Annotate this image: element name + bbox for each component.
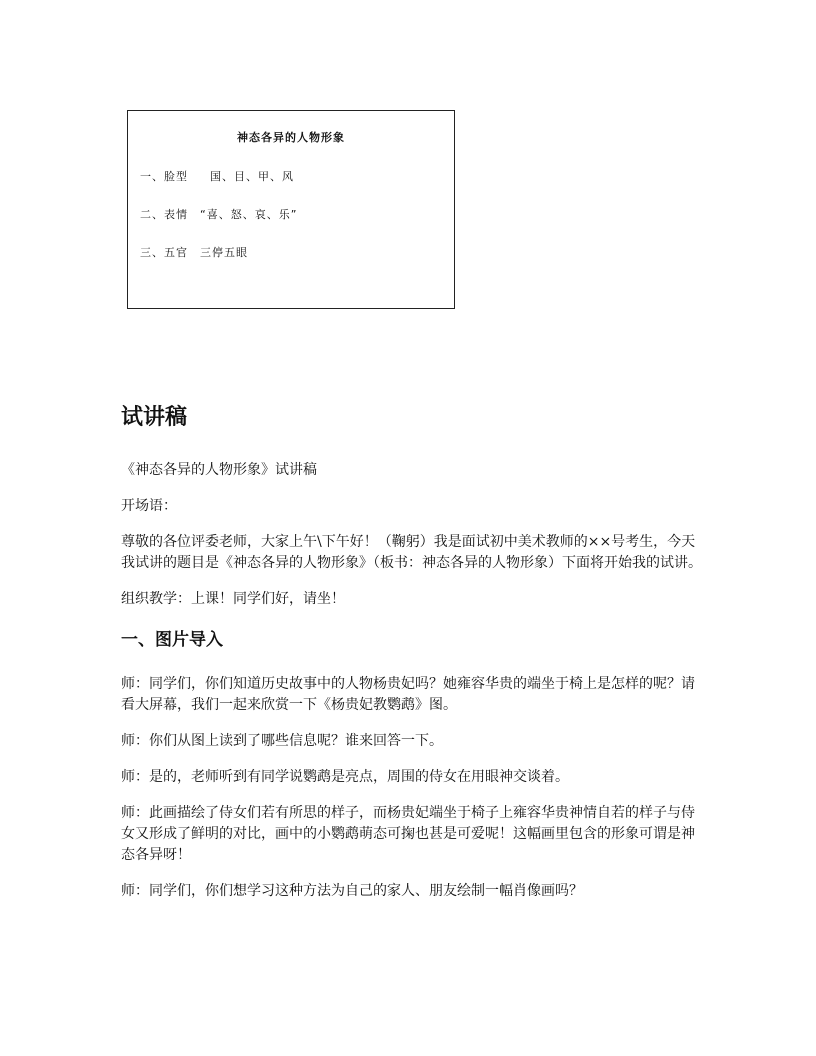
board-line-face-shape xyxy=(140,168,294,184)
board-line-value: “喜、怒、哀、乐” xyxy=(200,208,298,221)
paragraph: 师：同学们，你们知道历史故事中的人物杨贵妃吗？她雍容华贵的端坐于椅上是怎样的呢？请看大屏幕，我们一起来欣赏一下《杨贵妃教鹦鹉》图。 xyxy=(121,676,695,713)
board-line-value: 三停五眼 xyxy=(200,246,248,259)
board-title: 神态各异的人物形象 xyxy=(237,131,345,144)
board-line-label: 三、五官 xyxy=(140,246,188,259)
opening-text: 尊敬的各位评委老师，大家上午\下午好！（鞠躬）我是面试初中美术教师的××号考生，今天我试讲的题目是《神态各异的人物形象》（板书：神态各异的人物形象）下面将开始我的试讲。 xyxy=(121,534,702,571)
document-title: 试讲稿 xyxy=(121,405,188,430)
document-subtitle: 《神态各异的人物形象》试讲稿 xyxy=(121,462,317,478)
board-line-value: 国、目、甲、风 xyxy=(210,170,294,183)
opening-label: 开场语： xyxy=(121,498,177,514)
section-heading-picture-intro: 一、图片导入 xyxy=(121,630,223,650)
document-body xyxy=(121,402,706,917)
paragraph: 师：你们从图上读到了哪些信息呢？谁来回答一下。 xyxy=(121,733,443,749)
paragraph: 师：同学们，你们想学习这种方法为自己的家人、朋友绘制一幅肖像画吗？ xyxy=(121,883,583,899)
blackboard-design-box xyxy=(127,110,455,309)
paragraph: 师：此画描绘了侍女们若有所思的样子，而杨贵妃端坐于椅子上雍容华贵神情自若的样子与侍女又形成了鲜明的对比，画中的小鹦鹉萌态可掬也甚是可爱呢！这幅画里包含的形象可谓是神态各异呀！ xyxy=(121,805,695,863)
board-line-label: 二、表情 xyxy=(140,208,188,221)
board-line-features xyxy=(140,244,248,260)
board-line-expression xyxy=(140,206,297,222)
organize-teaching: 组织教学：上课！同学们好，请坐！ xyxy=(121,591,345,607)
paragraph: 师：是的，老师听到有同学说鹦鹉是亮点，周围的侍女在用眼神交谈着。 xyxy=(121,769,569,785)
board-line-label: 一、脸型 xyxy=(140,170,188,183)
